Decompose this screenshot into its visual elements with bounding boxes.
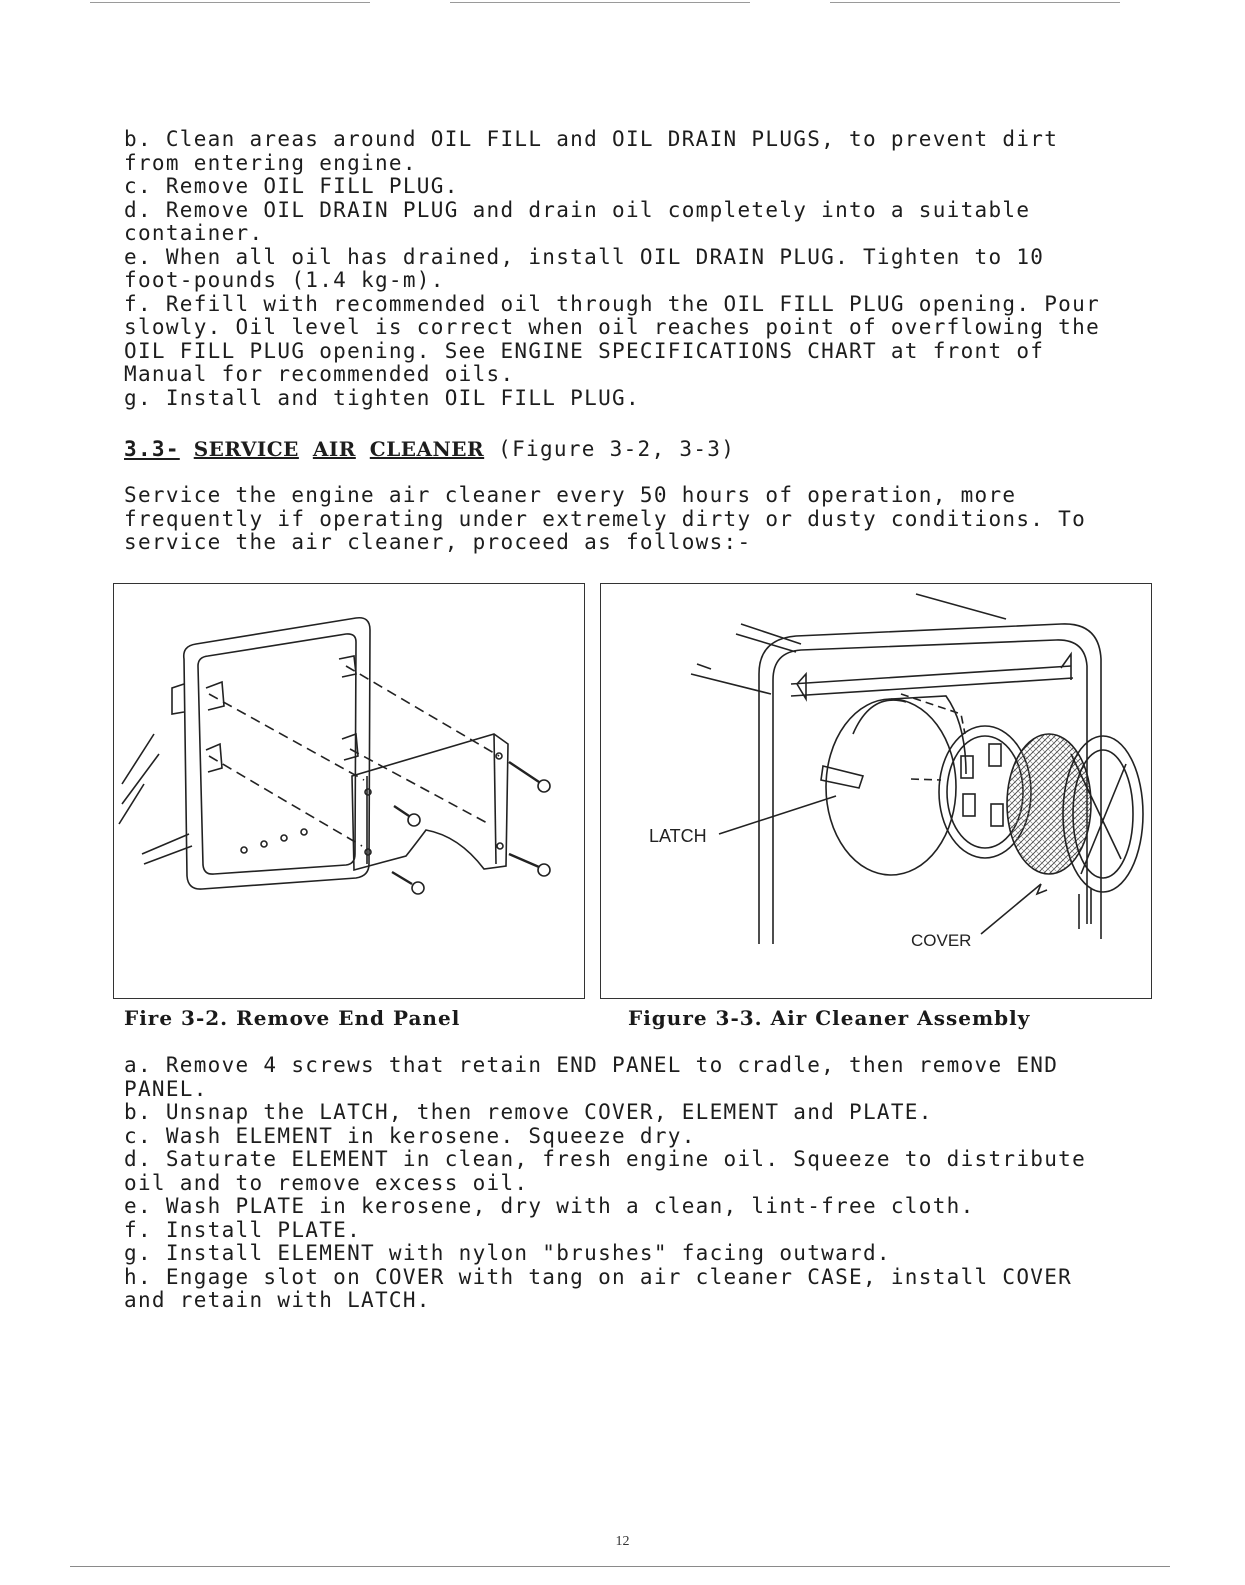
- section-reference: (Figure 3-2, 3-3): [498, 437, 736, 461]
- section-intro: [124, 484, 1144, 555]
- air-cleaner-illustration: [601, 584, 1151, 998]
- text-line: c. Remove OIL FILL PLUG.: [124, 174, 459, 198]
- text-line: c. Wash ELEMENT in kerosene. Squeeze dry.: [124, 1123, 696, 1148]
- scan-edge-top: [90, 2, 370, 3]
- text-line: d. Saturate ELEMENT in clean, fresh engine oil. Squeeze to distribute: [124, 1147, 1087, 1171]
- section-heading: [124, 437, 735, 461]
- text-line: e. Wash PLATE in kerosene, dry with a clean, lint-free cloth.: [124, 1194, 975, 1218]
- cover-label: COVER: [911, 931, 972, 950]
- section-title-word: AIR: [312, 437, 356, 461]
- section-number: 3.3-: [124, 437, 180, 461]
- scan-edge-bottom: [70, 1566, 1170, 1567]
- page-number: 12: [615, 1534, 630, 1549]
- text-line: a. Remove 4 screws that retain END PANEL to cradle, then remove END: [124, 1053, 1059, 1077]
- text-line: and retain with LATCH.: [124, 1288, 431, 1312]
- text-line: b. Clean areas around OIL FILL and OIL DRAIN PLUGS, to prevent dirt: [124, 127, 1059, 151]
- section-title-word: SERVICE: [193, 437, 299, 461]
- text-line: slowly. Oil level is correct when oil reaches point of overflowing the: [124, 315, 1101, 339]
- text-line: b. Unsnap the LATCH, then remove COVER, ELEMENT and PLATE.: [124, 1100, 933, 1124]
- text-line: OIL FILL PLUG opening. See ENGINE SPECIFICATIONS CHART at front of: [124, 338, 1045, 363]
- text-line: frequently if operating under extremely dirty or dusty conditions. To: [124, 506, 1087, 531]
- air-cleaner-steps: [124, 1054, 1144, 1313]
- text-line: Service the engine air cleaner every 50 hours of operation, more: [124, 483, 1017, 507]
- text-line: f. Install PLATE.: [124, 1217, 362, 1242]
- text-line: oil and to remove excess oil.: [124, 1170, 529, 1195]
- text-line: h. Engage slot on COVER with tang on air cleaner CASE, install COVER: [124, 1264, 1073, 1289]
- text-line: f. Refill with recommended oil through the OIL FILL PLUG opening. Pour: [124, 291, 1101, 316]
- text-line: container.: [124, 221, 264, 245]
- text-line: e. When all oil has drained, install OIL DRAIN PLUG. Tighten to 10: [124, 244, 1045, 269]
- text-line: g. Install and tighten OIL FILL PLUG.: [124, 385, 640, 410]
- text-line: g. Install ELEMENT with nylon "brushes" facing outward.: [124, 1241, 891, 1265]
- oil-change-steps: [124, 128, 1144, 410]
- figure-caption-3-3: Figure 3-3. Air Cleaner Assembly: [628, 1006, 1031, 1030]
- end-panel-illustration: [114, 584, 584, 998]
- section-title-word: CLEANER: [369, 437, 485, 461]
- figure-caption-3-2: Fire 3-2. Remove End Panel: [124, 1006, 461, 1030]
- figure-remove-end-panel: [113, 583, 585, 999]
- scan-edge-top: [830, 2, 1120, 3]
- text-line: PANEL.: [124, 1076, 208, 1101]
- text-line: foot-pounds (1.4 kg-m).: [124, 268, 445, 292]
- text-line: service the air cleaner, proceed as follows:-: [124, 530, 752, 554]
- figure-air-cleaner-assembly: [600, 583, 1152, 999]
- scan-edge-top: [450, 2, 750, 3]
- text-line: d. Remove OIL DRAIN PLUG and drain oil completely into a suitable: [124, 197, 1031, 222]
- text-line: Manual for recommended oils.: [124, 362, 515, 386]
- latch-label: LATCH: [649, 826, 707, 846]
- text-line: from entering engine.: [124, 150, 417, 175]
